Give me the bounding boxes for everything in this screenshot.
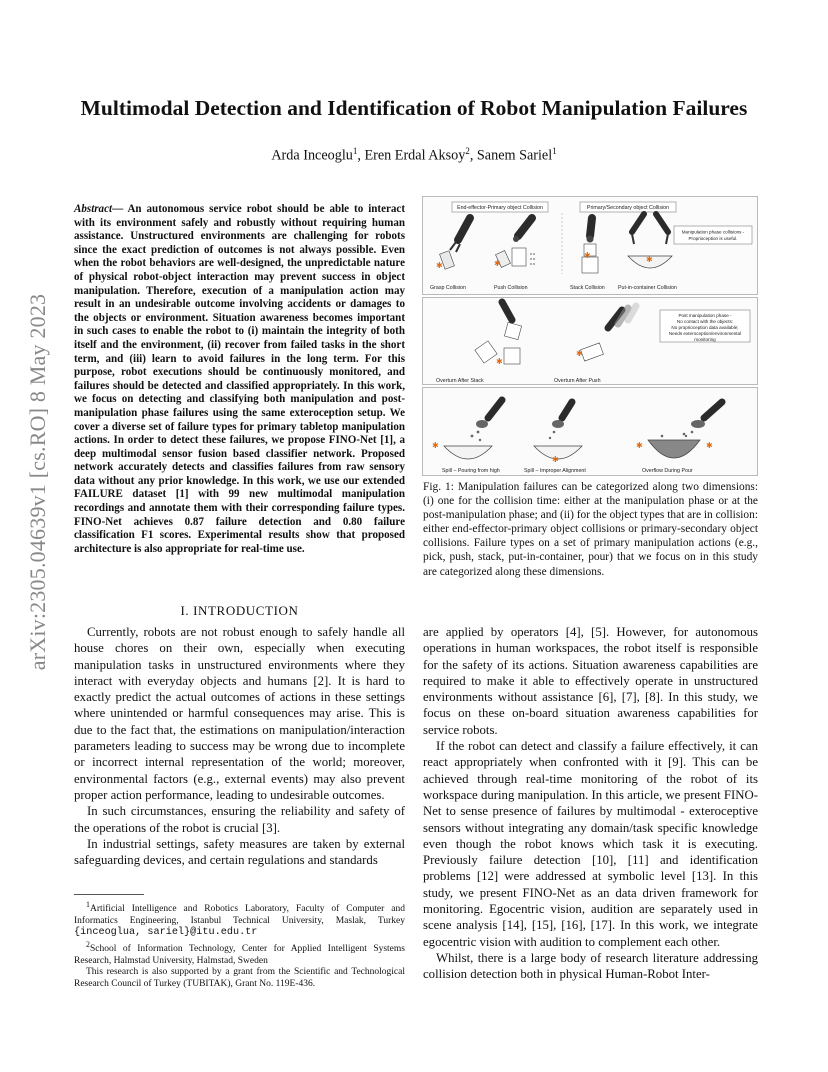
footnote: This research is also supported by a grant from the Scientific and Technological Research Council of Turkey (TUBITAK), Grant No. 119E-436.: [74, 967, 405, 989]
right-column-body: [423, 624, 758, 983]
paper-title: Multimodal Detection and Identification of Robot Manipulation Failures: [80, 96, 748, 120]
figure-label: Overturn After Push: [554, 378, 601, 384]
figure-1-illustration: [422, 196, 758, 477]
author-list: Arda Inceoglu$^1$, Eren Erdal Aksoy$^2$, Sanem Sariel$^1$: [271, 146, 557, 164]
footnote: $^1$Artificial Intelligence and Robotics Laboratory, Faculty of Computer and Informatics Engineering, Istanbul Technical University, Maslak, Turkey {inceoglua, sariel}@itu.edu.tr: [74, 900, 405, 939]
body-paragraph: If the robot can detect and classify a failure effectively, it can react appropriately when confronted with it [9]. This can be achieved through real-time monitoring of the robot of its workspace during manipulation. In this article, we present FINO-Net to sense presence of failures by multimodal - exteroceptive sensors without integrating any domain/task specific knowledge even though the robot knows which task it is executing. Previously failure detection [10], [11] and identification problems [12] were addressed at symbolic level [13]. In this study, we present FINO-Net as an data driven framework for monitoring. Egocentric vision, audition are separately used in scene analysis [14], [15], [16], [17]. In this work, we integrate egocentric vision with audition to complement each other.: [423, 739, 758, 949]
figure-header-left: End-effector-Primary object Collision: [457, 204, 543, 211]
figure-header-right: Primary/Secondary object Collision: [586, 204, 670, 211]
figure-note-line: No proprioception data available;: [671, 325, 739, 330]
author-name: Arda Inceoglu: [271, 147, 353, 164]
collision-burst-icon: ✱: [494, 259, 501, 268]
footnote-rule: [74, 894, 144, 895]
affiliation-mark: 1: [552, 146, 557, 156]
spill-burst-icon: ✱: [432, 441, 439, 450]
collision-burst-icon: ✱: [646, 255, 653, 264]
collision-burst-icon: ✱: [496, 357, 503, 366]
figure-note-line: No contact with the objects:: [676, 319, 734, 324]
figure-label: Put-in-container Collision: [618, 285, 677, 291]
figure-label: Spill – Improper Alignment: [524, 468, 586, 474]
figure-1: [422, 196, 758, 477]
section-heading: I. INTRODUCTION: [180, 603, 299, 618]
collision-burst-icon: ✱: [576, 349, 583, 358]
affiliation-mark: 2: [465, 146, 470, 156]
body-paragraph: In industrial settings, safety measures are taken by external safeguarding devices, and certain regulations and standards: [74, 836, 405, 868]
figure-note-line: Needs exteroception/environmental: [668, 331, 742, 336]
abstract-text: — An autonomous service robot should be able to interact with its environment safely and robustly without requiring human assistance. Unstructured environments are challenging for robots since the exact prediction of outcomes is not always possible. Even when the robot behaviors are well-designed, the unpredictable nature of physical robot-object interaction may prevent success in object manipulation. Therefore, execution of a manipulation action may result in an undesirable outcome involving accidents or damages to the objects or environment. Situation awareness becomes important in such cases to enable the robot to (i) maintain the integrity of both itself and the environment, (ii) recover from failed tasks in the short term, and (iii) learn to avoid failures in the long term. For this purpose, robot executions should be continuously monitored, and failures should be detected and classified appropriately. In this work, we focus on detecting and classifying both manipulation and post-manipulation phase failures using the same exteroception setup. We cover a diverse set of failure types for primary tabletop manipulation actions. In order to detect these failures, we propose FINO-Net [1], a deep multimodal sensor fusion based classifier network. Proposed network accurately detects and classifies failures from raw sensory data without any prior knowledge. In this work, we use our extended FAILURE dataset [1] with 99 new multimodal manipulation recordings and annotate them with their corresponding failure types. FINO-Net achieves 0.87 failure detection and 0.80 failure classification F1 scores. Experimental results show that proposed architecture is also appropriate for real-time use.: [74, 203, 405, 555]
figure-note-line: Proprioception is useful.: [688, 236, 738, 241]
figure-label: Overflow During Pour: [642, 468, 693, 474]
spill-burst-icon: ✱: [636, 441, 643, 450]
spill-burst-icon: ✱: [552, 455, 559, 464]
collision-burst-icon: ✱: [584, 251, 591, 260]
author-name: Eren Erdal Aksoy: [364, 147, 466, 164]
figure-panel-pouring: [423, 388, 758, 476]
affiliation-mark: 1: [352, 146, 358, 156]
figure-label: Push Collision: [494, 285, 528, 291]
figure-label: Stack Collision: [570, 285, 605, 291]
spill-burst-icon: ✱: [706, 441, 713, 450]
figure-note-line: monitoring: [694, 337, 716, 342]
caption-text: Manipulation failures can be categorized along two dimensions: (i) one for the collision time: either at the manipulation phase or at the post-manipulation phase; and (ii) for the object types that are in collision: either end-effector-primary object collisions or primary-secondary object collisions. Failure types on a set of primary manipulation actions (e.g., pick, push, stack, put-in-container, pour) that we focus on in this study are categorized along these dimensions.: [423, 481, 758, 578]
figure-label: Spill – Pouring from high: [442, 468, 500, 474]
abstract-label: Abstract: [74, 203, 113, 215]
left-column-body: [74, 624, 405, 868]
figure-label: Grasp Collision: [430, 285, 466, 291]
figure-note-line: Post manipulation phase -: [678, 313, 732, 318]
collision-burst-icon: ✱: [436, 261, 443, 270]
author-name: Sanem Sariel: [476, 147, 553, 164]
body-paragraph: In such circumstances, ensuring the reliability and safety of the operations of the robot is crucial [3].: [74, 804, 405, 835]
caption-label: Fig. 1:: [423, 481, 454, 493]
body-paragraph: are applied by operators [4], [5]. However, for autonomous operations in human workspaces, the robot itself is responsible for the safety of its actions. Situation awareness capabilities are required to make it able to effectively operate in unstructured environments without assistance [6], [7], [8]. In this study, we focus on these on-board situation awareness capabilities for service robots.: [423, 625, 758, 737]
body-paragraph: Currently, robots are not robust enough to safely handle all house chores on their own, especially when executing manipulation tasks in unstructured environments where they interact with everyday objects and humans [2]. It is hard to exactly predict the actual outcomes of actions in these settings where unintended or harmful consequences may arise. This is due to the fact that, the estimations on manipulation/interaction parameters leading to success may be wrong due to incomplete or incorrect internal representation of the world; moreover, environmental factors (e.g., external events) may also prevent proper action performance, leading to undesirable outcomes.: [74, 625, 405, 802]
footnotes: [74, 894, 405, 990]
arxiv-identifier: arXiv:2305.04639v1 [cs.RO] 8 May 2023: [25, 293, 50, 671]
footnote: $^2$School of Information Technology, Center for Applied Intelligent Systems Research, Halmstad University, Halmstad, Sweden: [74, 939, 405, 966]
abstract: [74, 203, 405, 556]
body-paragraph: Whilst, there is a large body of research literature addressing collision detection both in physical Human-Robot Inter-: [423, 950, 758, 982]
author-emails[interactable]: {inceoglua, sariel}@itu.edu.tr: [74, 927, 258, 939]
figure-caption: [423, 480, 758, 579]
figure-label: Overturn After Stack: [436, 378, 484, 384]
figure-note-line: Manipulation phase collisions -: [681, 229, 745, 235]
